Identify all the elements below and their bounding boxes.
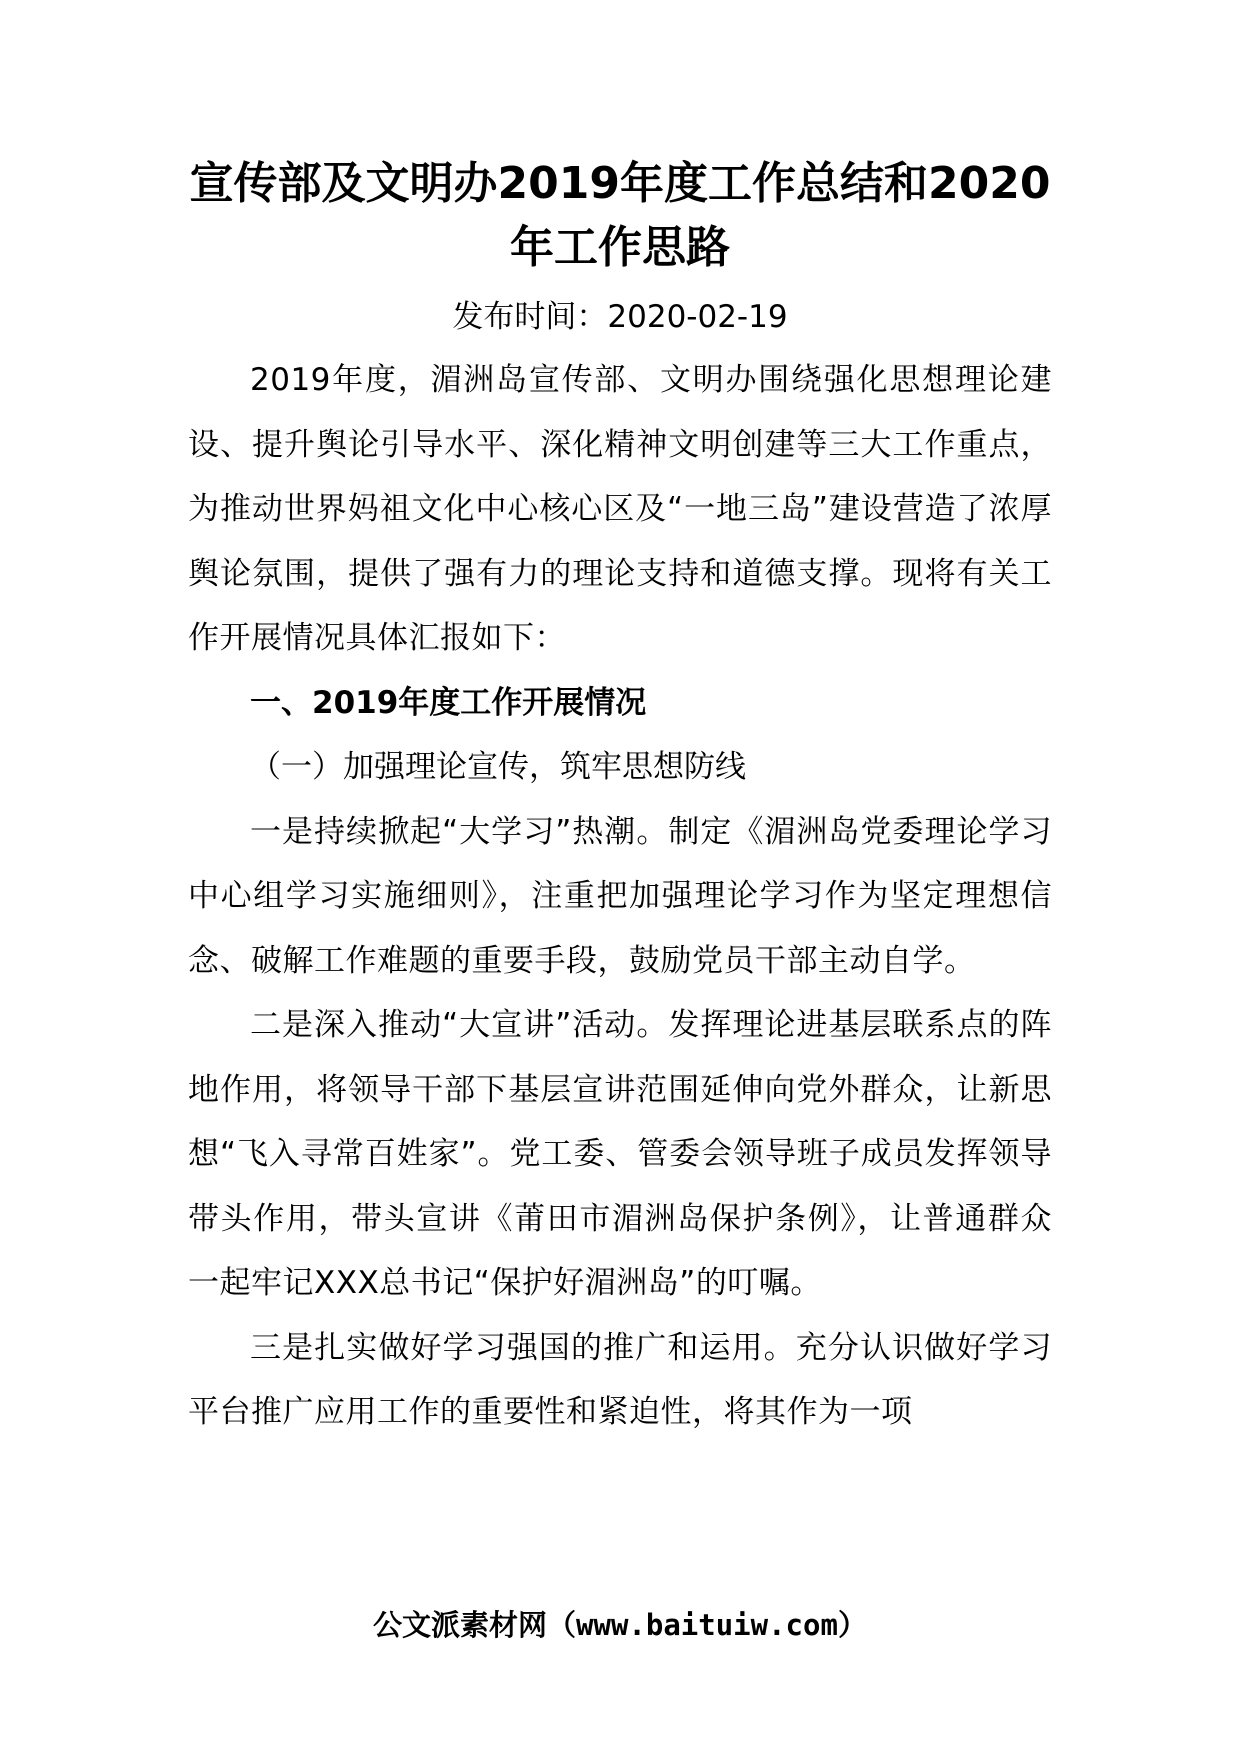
document-title: 宣传部及文明办2019年度工作总结和2020年工作思路 — [189, 158, 1051, 273]
footer-watermark — [0, 1605, 1240, 1645]
subsection-heading: （一）加强理论宣传，筑牢思想防线 — [250, 749, 746, 785]
footer-url: （www.baituiw.com） — [547, 1608, 867, 1642]
item-paragraph-3: 三是扎实做好学习强国的推广和运用。充分认识做好学习平台推广应用工作的重要性和紧迫性，将其作为一项 — [188, 1329, 1052, 1430]
item-paragraph-2: 二是深入推动“大宣讲”活动。发挥理论进基层联系点的阵地作用，将领导干部下基层宣讲范围延伸向党外群众，让新思想“飞入寻常百姓家”。党工委、管委会领导班子成员发挥领导带头作用，带头宣讲《莆田市湄洲岛保护条例》，让普通群众一起牢记XXX总书记“保护好湄洲岛”的叮嘱。 — [188, 1007, 1052, 1301]
item-paragraph-1: 一是持续掀起“大学习”热潮。制定《湄洲岛党委理论学习中心组学习实施细则》，注重把加强理论学习作为坚定理想信念、破解工作难题的重要手段，鼓励党员干部主动自学。 — [188, 813, 1052, 979]
section-heading: 一、2019年度工作开展情况 — [250, 684, 647, 721]
intro-paragraph: 2019年度，湄洲岛宣传部、文明办围绕强化思想理论建设、提升舆论引导水平、深化精神文明创建等三大工作重点，为推动世界妈祖文化中心核心区及“一地三岛”建设营造了浓厚舆论氛围，提供了强有力的理论支持和道德支撑。现将有关工作开展情况具体汇报如下： — [188, 362, 1052, 656]
footer-site-name: 公文派素材网 — [373, 1608, 548, 1642]
document-body — [188, 152, 1052, 1445]
publish-date: 发布时间：2020-02-19 — [452, 299, 788, 335]
